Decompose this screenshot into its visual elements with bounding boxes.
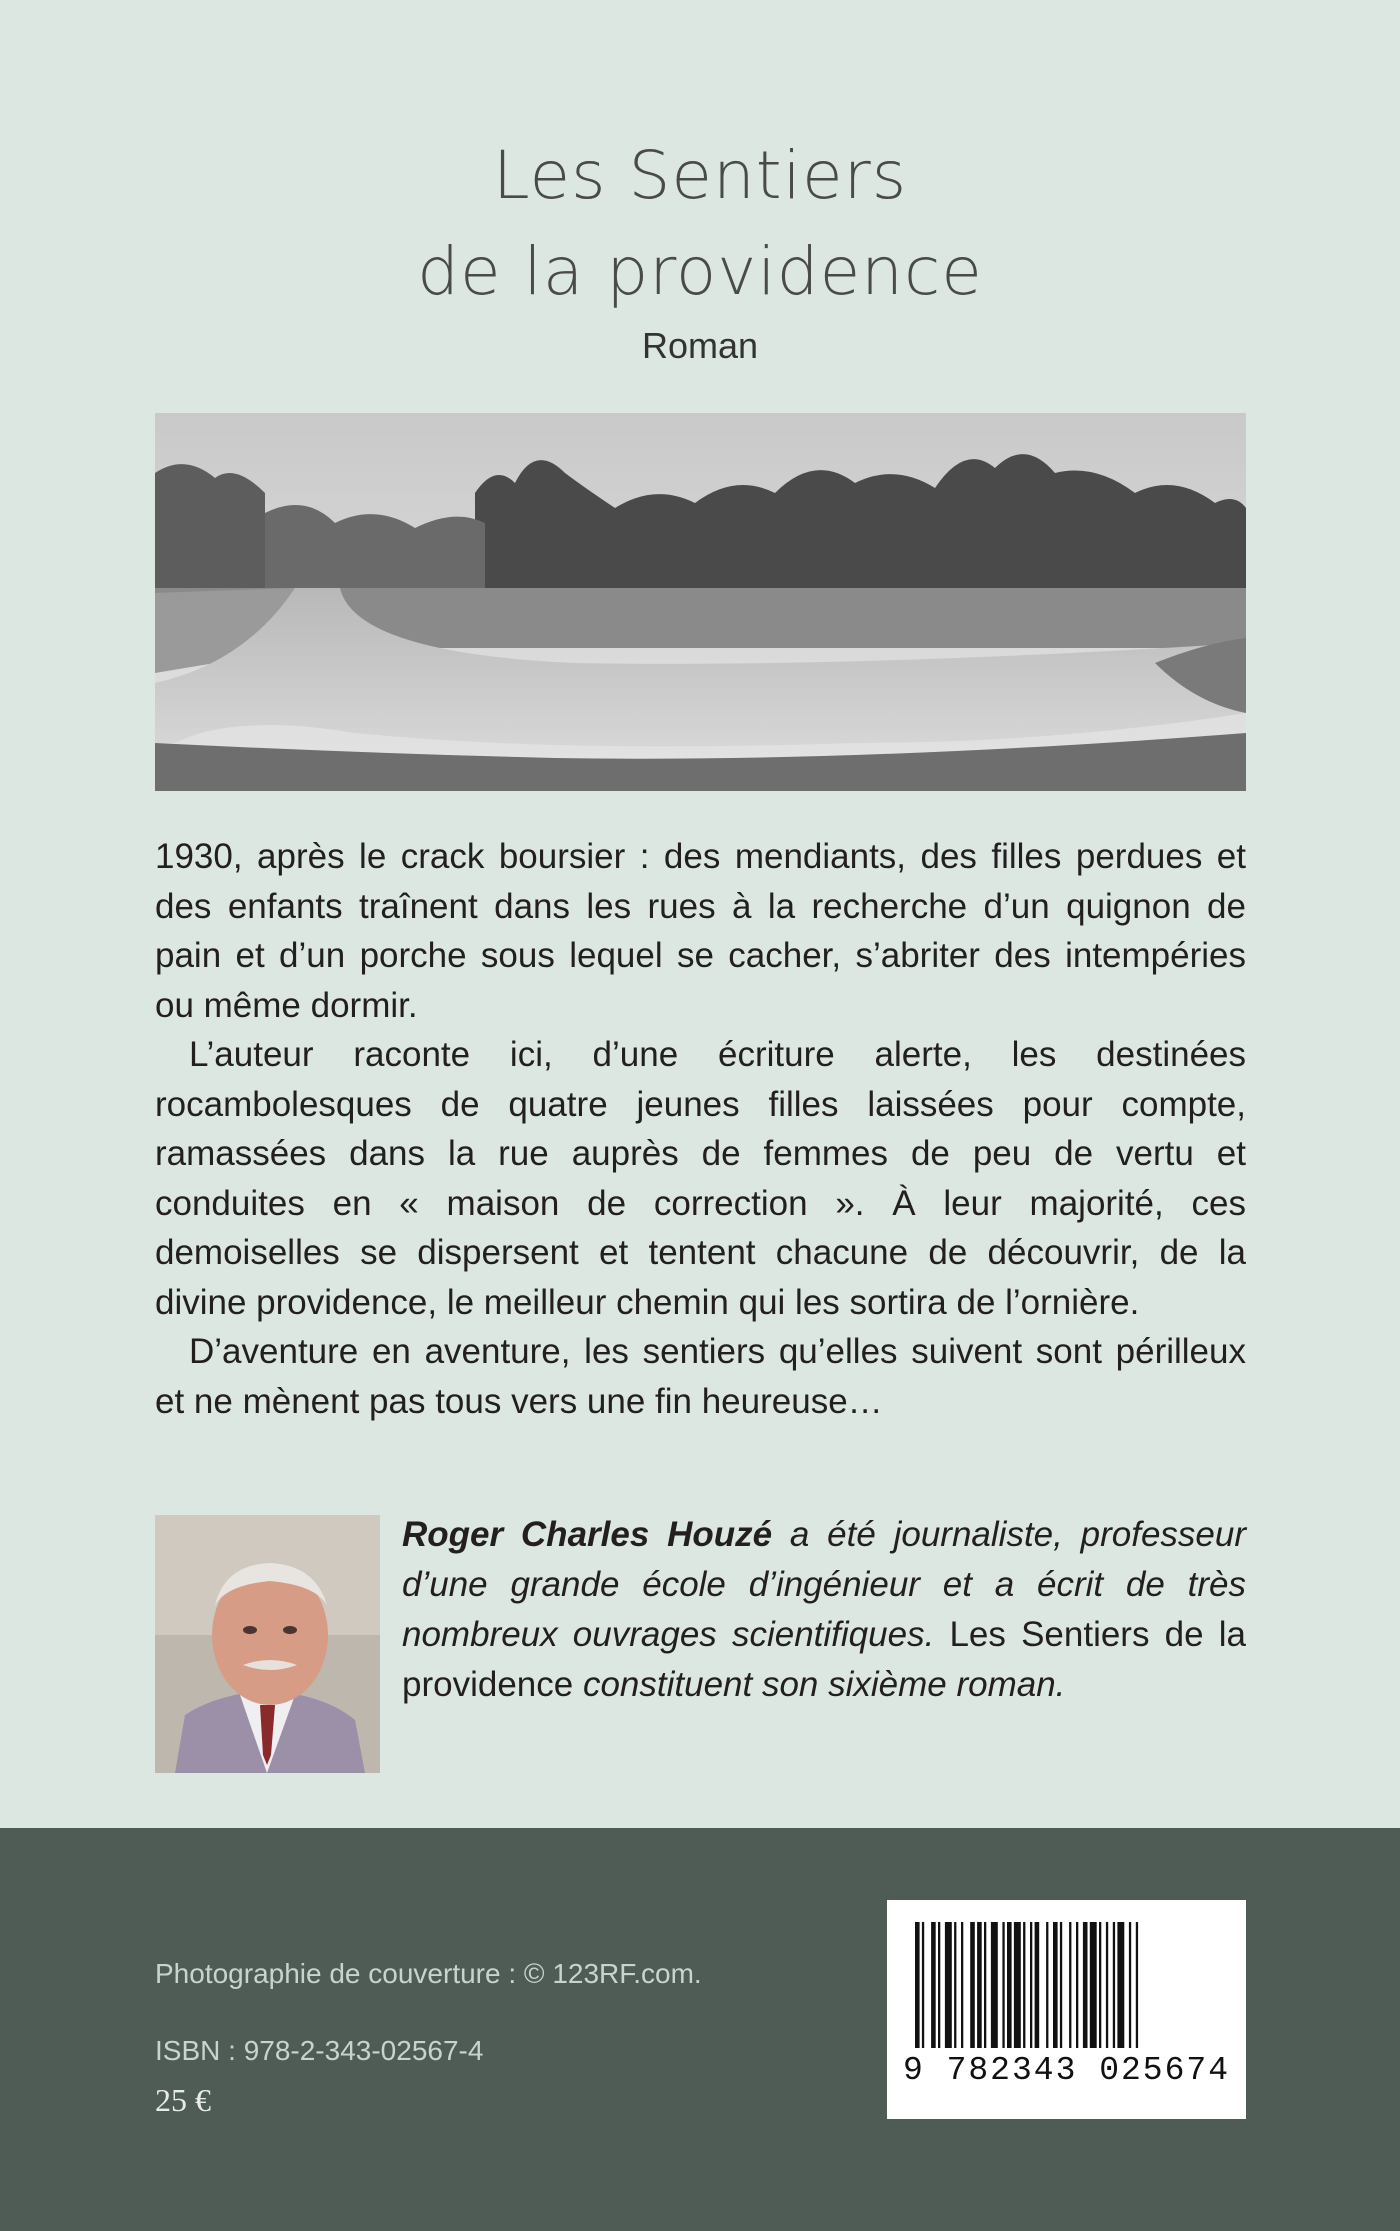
barcode-bar [991,1922,998,2048]
barcode-bar [961,1922,963,2048]
title-line-2: de la providence [417,233,983,310]
isbn: ISBN : 978-2-343-02567-4 [155,2035,484,2066]
barcode-bar [1106,1922,1108,2048]
barcode-bar [931,1922,936,2048]
barcode-bar [922,1922,924,2048]
barcode-bar [938,1922,940,2048]
price: 25 € [155,2082,211,2118]
barcode-bar [1060,1922,1062,2048]
barcode-bar [945,1922,952,2048]
author-biography [402,1510,1246,1710]
cover-photo-country-road [155,413,1246,791]
book-title [0,128,1400,320]
barcode-bar [1046,1922,1048,2048]
barcode-bar [1002,1922,1004,2048]
barcode-bar [1083,1922,1088,2048]
barcode-bar [1053,1922,1058,2048]
barcode-bar [977,1922,982,2048]
genre-subtitle: Roman [641,325,759,366]
barcode-bar [1090,1922,1097,2048]
author-bio-part-2: Les Sentiers de la providence [402,1615,1246,1704]
author-name: Roger Charles Houzé [402,1515,773,1554]
barcode-bar [915,1922,920,2048]
barcode-bar [1069,1922,1071,2048]
blurb-paragraph-2: L’auteur raconte ici, d’une écriture alerte, les destinées rocambolesques de quatre jeunes filles laissées pour compte, ramassées dans la rue auprès de femmes de peu de vertu et conduites en « maison de correction ». À leur majorité, ces demoiselles se dispersent et tentent chacune de découvrir, de la divine providence, le meilleur chemin qui les sortira de l’ornière. [155,1035,1246,1322]
blurb-paragraph-1: 1930, après le crack boursier : des mendiants, des filles perdues et des enfants traînent dans les rues à la recherche d’un quignon de pain et d’un porche sous lequel se cacher, s’abriter des intempéries ou même dormir. [155,837,1246,1025]
barcode-bar [1014,1922,1021,2048]
barcode-bar [984,1922,986,2048]
barcode-bar [1030,1922,1032,2048]
barcode-bar [970,1922,975,2048]
barcode-bar [1099,1922,1101,2048]
blurb-paragraph-3: D’aventure en aventure, les sentiers qu’elles suivent sont périlleux et ne mènent pas tous vers une fin heureuse… [155,1332,1246,1421]
barcode-bar [1035,1922,1040,2048]
barcode-bar [1136,1922,1138,2048]
barcode-digits: 9 782343 025674 [902,2052,1231,2089]
barcode-bar [1023,1922,1025,2048]
photo-credit: Photographie de couverture : © 123RF.com. [155,1958,702,1989]
barcode-bar [1076,1922,1078,2048]
back-cover-blurb [155,832,1246,1426]
title-line-1: Les Sentiers [492,137,908,214]
author-bio-part-3: constituent son sixième roman. [582,1665,1066,1704]
barcode-bar [1129,1922,1131,2048]
barcode [887,1900,1246,2119]
barcode-bar [954,1922,956,2048]
barcode-bar [1007,1922,1012,2048]
author-bio-part-1: a été journaliste, professeur d’une grande école d’ingénieur et a écrit de très nombreux ouvrages scientifiques. [402,1515,1247,1654]
author-portrait [155,1515,380,1773]
barcode-bar [1117,1922,1124,2048]
barcode-bar [1113,1922,1115,2048]
